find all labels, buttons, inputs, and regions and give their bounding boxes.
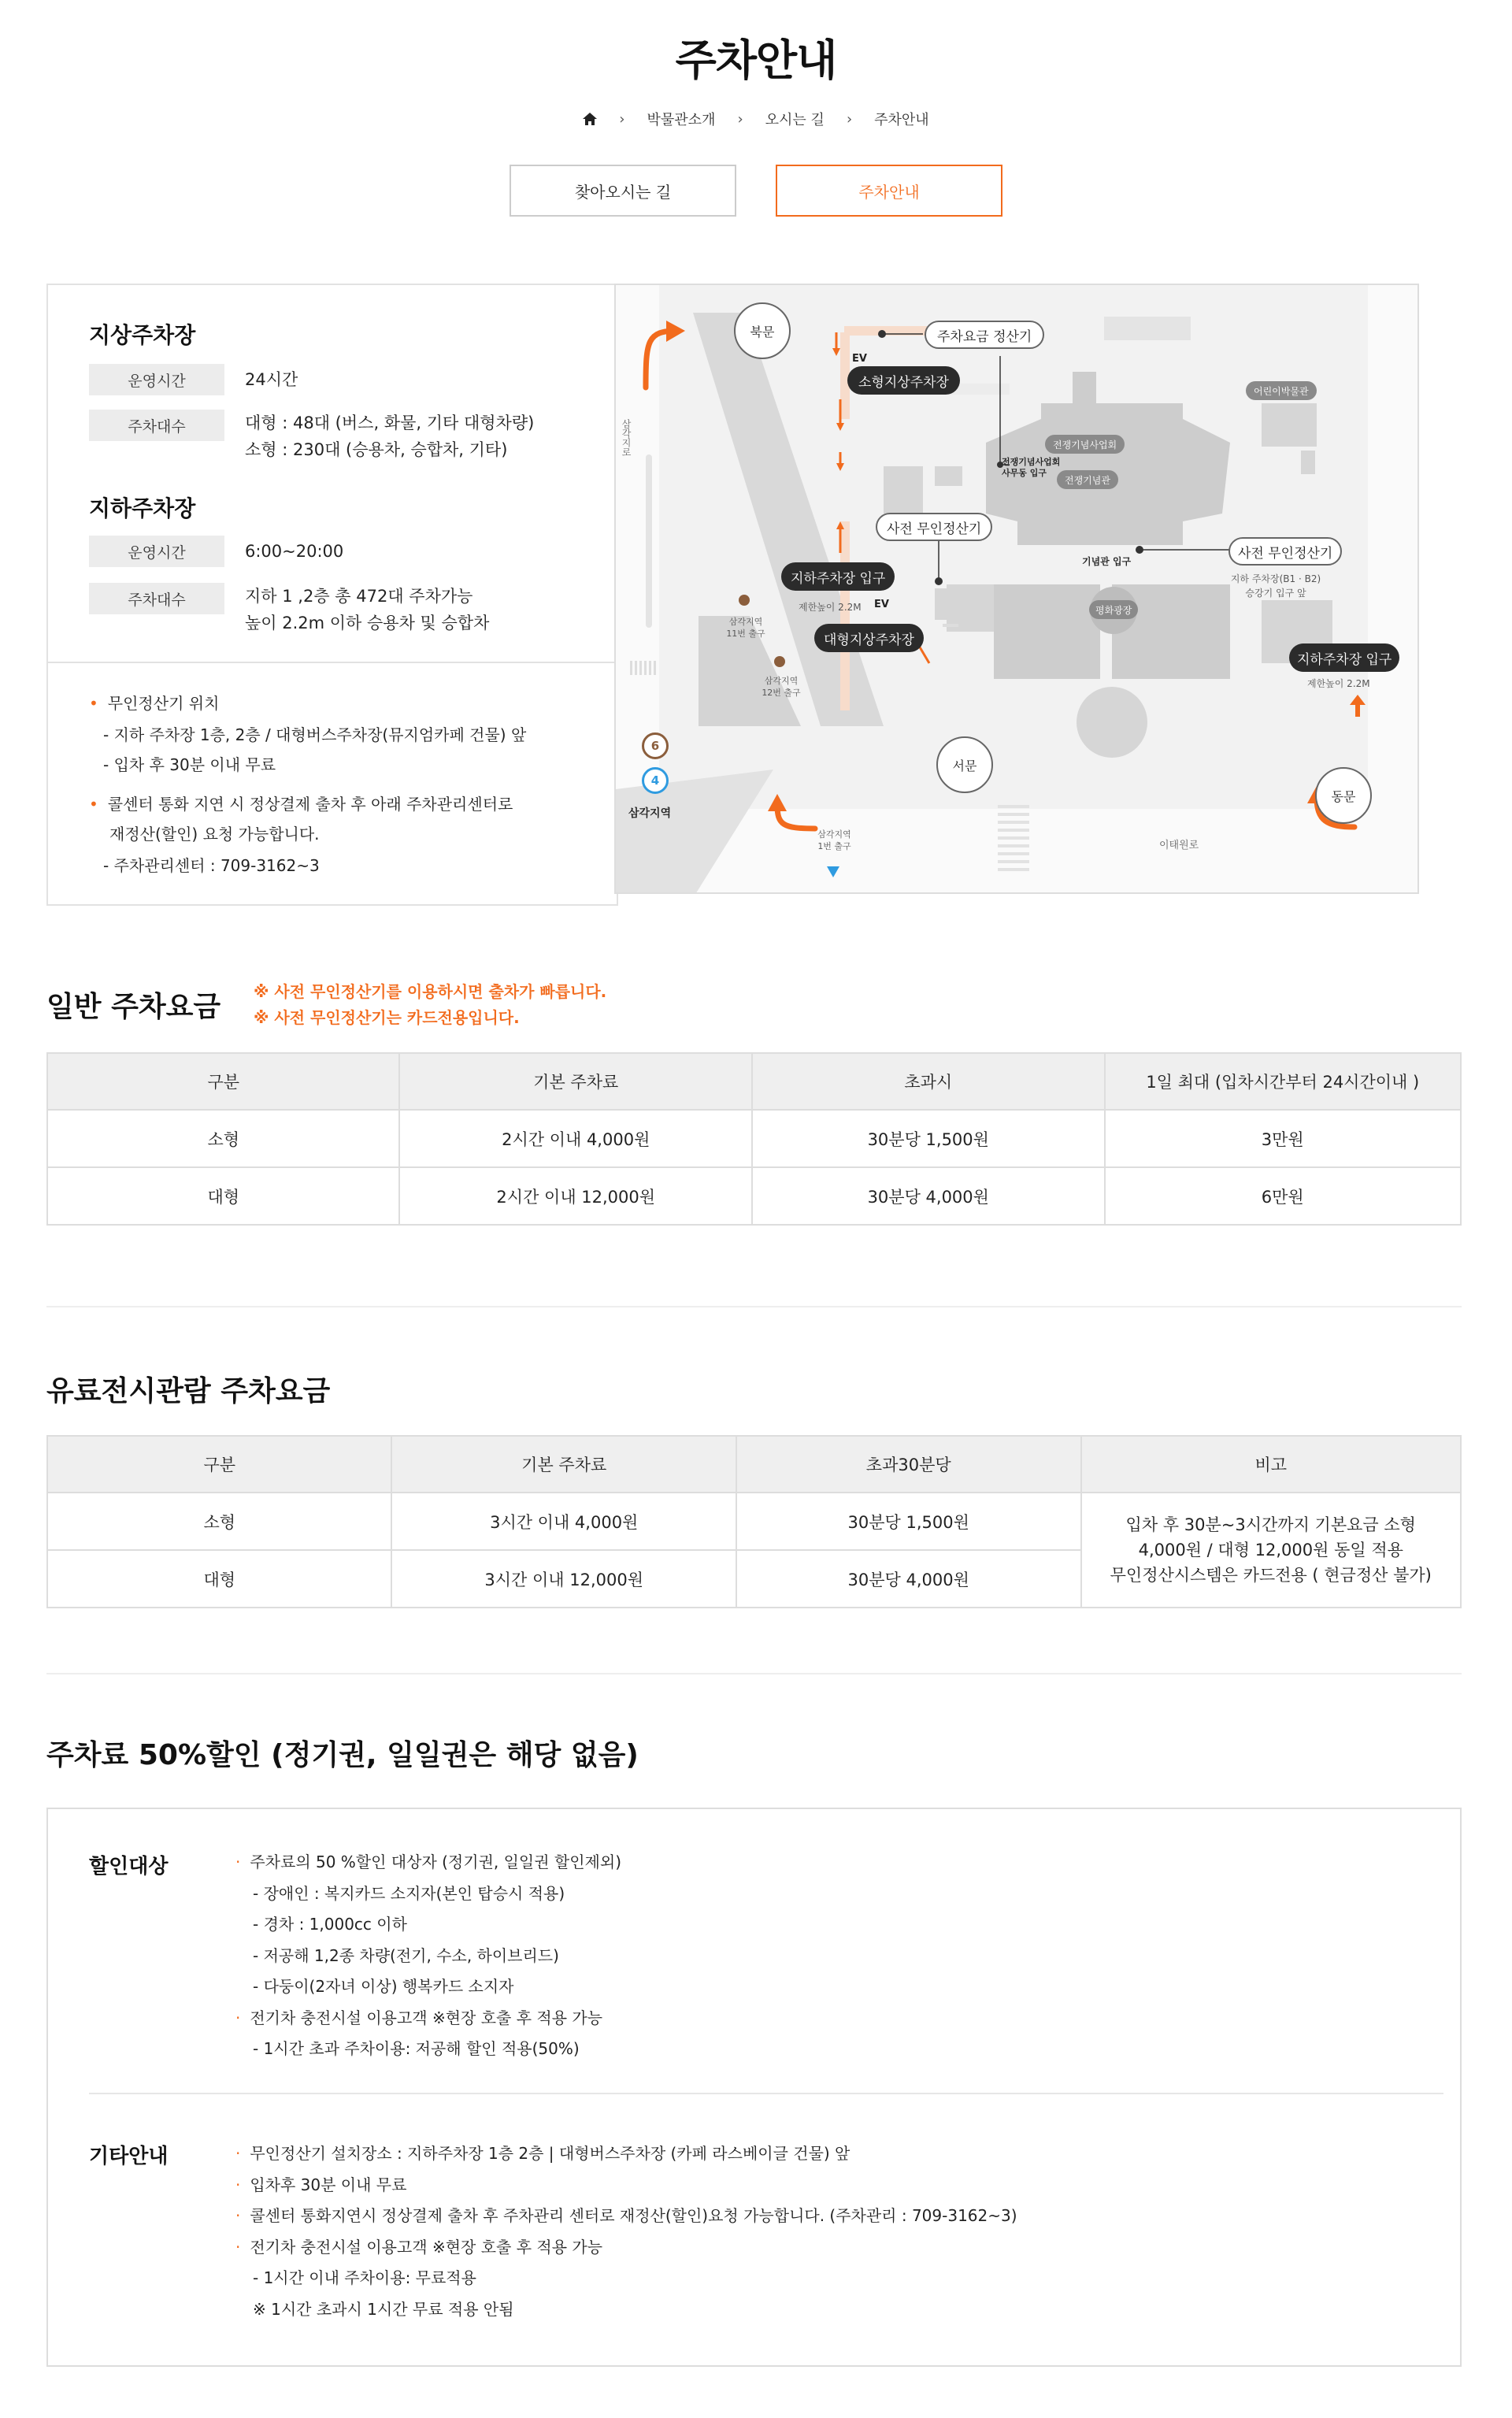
table-cell: 30분당 4,000원 <box>736 1550 1081 1608</box>
discount-target-label: 할인대상 <box>89 1855 169 1878</box>
underground-elevator-note: 지하 주차장(B1 · B2) 승강기 입구 앞 <box>1230 573 1321 599</box>
memorial-association-label: 전쟁기념사업회 <box>1045 435 1125 454</box>
table-header-row <box>47 1053 1461 1110</box>
table-cell: 대형 <box>47 1167 399 1225</box>
road-label: 삼각지로 <box>621 419 632 457</box>
small-lot-label: 소형지상주차장 <box>847 366 960 395</box>
home-icon[interactable] <box>583 113 597 125</box>
list-item: · 콜센터 통화지연시 정상결제 출차 후 주차관리 센터로 재정산(할인)요청 가능합니다. (주차관리 : 709-3162~3) <box>235 2206 1017 2225</box>
page-title: 주차안내 <box>675 35 837 85</box>
note-subitem: - 주차관리센터 : 709-3162~3 <box>103 856 320 875</box>
station-label: 삼각지역 <box>628 807 672 820</box>
chevron-right-icon: › <box>737 110 743 128</box>
table-header: 구분 <box>47 1053 399 1110</box>
hall-entry-label: 기념관 입구 <box>1082 556 1132 567</box>
chevron-right-icon: › <box>619 110 625 128</box>
tab-directions[interactable]: 찾아오시는 길 <box>510 165 736 217</box>
list-subitem: ※ 1시간 초과시 1시간 무료 적용 안됨 <box>253 2299 514 2319</box>
exit-11-label: 삼각지역 11번 출구 <box>726 617 765 639</box>
list-item: · 입차후 30분 이내 무료 <box>235 2175 407 2194</box>
divider <box>48 662 617 663</box>
fee-machine-label: 주차요금 정산기 <box>925 321 1044 349</box>
general-fee-table <box>46 1052 1462 1226</box>
underground-entry-label: 지하주차장 입구 <box>781 562 895 591</box>
ground-parking-title: 지상주차장 <box>89 322 196 348</box>
chevron-right-icon: › <box>846 110 853 128</box>
note-subitem: - 입차 후 30분 이내 무료 <box>103 755 276 774</box>
hours-label: 운영시간 <box>89 364 224 395</box>
underground-count: 지하 1 ,2층 총 472대 주차가능 <box>245 587 473 606</box>
list-item: · 무인정산기 설치장소 : 지하주차장 1층 2층 | 대형버스주차장 (카페 라스베이글 건물) 앞 <box>235 2144 850 2163</box>
ground-count-large: 대형 : 48대 (버스, 화물, 기타 대형차량) <box>245 414 535 432</box>
bullet-icon: · <box>235 2237 241 2257</box>
discount-title: 주차료 50%할인 (정기권, 일일권은 해당 없음) <box>46 1739 639 1771</box>
table-cell: 30분당 1,500원 <box>736 1493 1081 1550</box>
count-label: 주차대수 <box>89 410 224 441</box>
table-cell: 소형 <box>47 1110 399 1167</box>
bullet-icon: · <box>235 1852 241 1871</box>
table-row <box>47 1110 1461 1167</box>
exhibit-fee-title: 유료전시관람 주차요금 <box>46 1375 331 1407</box>
road-label: 이태원로 <box>1159 840 1199 851</box>
table-cell: 대형 <box>47 1550 391 1608</box>
underground-parking-title: 지하주차장 <box>89 495 196 521</box>
list-subitem: - 저공해 1,2종 차량(전기, 수소, 하이브리드) <box>253 1945 559 1965</box>
pre-pay-machine-label: 사전 무인정산기 <box>1228 537 1342 566</box>
table-cell: 6만원 <box>1105 1167 1461 1225</box>
height-limit-label: 제한높이 2.2M <box>799 602 862 613</box>
table-cell: 2시간 이내 12,000원 <box>399 1167 752 1225</box>
bullet-icon: · <box>235 2206 241 2225</box>
bullet-icon: · <box>235 2008 241 2027</box>
table-cell: 3시간 이내 4,000원 <box>391 1493 736 1550</box>
north-gate-marker: 북문 <box>734 302 791 359</box>
table-row <box>47 1493 1461 1550</box>
ground-hours: 24시간 <box>245 370 298 389</box>
breadcrumb-item[interactable]: 주차안내 <box>874 112 929 128</box>
tab-parking[interactable]: 주차안내 <box>776 165 1002 217</box>
peace-plaza-label: 평화광장 <box>1089 600 1138 619</box>
large-lot-label: 대형지상주차장 <box>814 624 924 652</box>
discount-panel <box>46 1808 1462 2367</box>
exit-12-label: 삼각지역 12번 출구 <box>762 676 801 698</box>
underground-height: 높이 2.2m 이하 승용차 및 승합차 <box>245 614 490 632</box>
table-cell: 소형 <box>47 1493 391 1550</box>
note-subitem: - 지하 주차장 1층, 2층 / 대형버스주차장(뮤지엄카페 건물) 앞 <box>103 725 527 744</box>
section-divider <box>46 1673 1462 1674</box>
table-header: 초과시 <box>752 1053 1105 1110</box>
list-subitem: - 다둥이(2자녀 이상) 행복카드 소지자 <box>253 1977 514 1996</box>
ground-count-small: 소형 : 230대 (승용차, 승합차, 기타) <box>245 440 508 459</box>
parking-map <box>614 284 1419 894</box>
count-label: 주차대수 <box>89 583 224 614</box>
note-item-cont: 재정산(할인) 요청 가능합니다. <box>109 825 320 844</box>
ev-label: EV <box>874 599 889 610</box>
exhibit-fee-table <box>46 1435 1462 1608</box>
list-subitem: - 장애인 : 복지카드 소지자(본인 탑승시 적용) <box>253 1883 565 1903</box>
table-row <box>47 1167 1461 1225</box>
bullet-icon: · <box>235 2175 241 2194</box>
subway-line-4-icon: 4 <box>642 767 669 794</box>
east-gate-marker: 동문 <box>1315 767 1372 824</box>
breadcrumb-item[interactable]: 오시는 길 <box>765 112 825 128</box>
list-item: · 전기차 충전시설 이용고객 ※현장 호출 후 적용 가능 <box>235 2237 603 2257</box>
general-fee-title: 일반 주차요금 <box>46 991 221 1023</box>
exit-1-label: 삼각지역 1번 출구 <box>817 829 851 851</box>
subway-line-6-icon: 6 <box>642 732 669 759</box>
table-header: 초과30분당 <box>736 1436 1081 1493</box>
divider <box>89 2093 1443 2094</box>
list-subitem: - 경차 : 1,000cc 이하 <box>253 1915 407 1934</box>
table-header: 비고 <box>1081 1436 1462 1493</box>
table-header: 1일 최대 (입차시간부터 24시간이내 ) <box>1105 1053 1461 1110</box>
table-cell: 2시간 이내 4,000원 <box>399 1110 752 1167</box>
underground-hours: 6:00~20:00 <box>245 542 344 561</box>
memorial-hall-label: 전쟁기념관 <box>1057 470 1118 489</box>
list-subitem: - 1시간 이내 주차이용: 무료적용 <box>253 2268 476 2287</box>
note-item: • 콜센터 통화 지연 시 정상결제 출차 후 아래 주차관리센터로 <box>89 795 513 814</box>
underground-entry-label: 지하주차장 입구 <box>1289 643 1399 672</box>
table-cell: 30분당 4,000원 <box>752 1167 1105 1225</box>
pre-pay-machine-label: 사전 무인정산기 <box>876 513 992 541</box>
table-cell: 3만원 <box>1105 1110 1461 1167</box>
ev-label: EV <box>852 353 867 365</box>
breadcrumb <box>0 109 1512 129</box>
note-item: • 무인정산기 위치 <box>89 694 220 713</box>
table-header: 기본 주차료 <box>399 1053 752 1110</box>
breadcrumb-item[interactable]: 박물관소개 <box>647 112 716 128</box>
list-item: · 전기차 충전시설 이용고객 ※현장 호출 후 적용 가능 <box>235 2008 603 2027</box>
table-header: 구분 <box>47 1436 391 1493</box>
table-header: 기본 주차료 <box>391 1436 736 1493</box>
table-cell: 3시간 이내 12,000원 <box>391 1550 736 1608</box>
list-subitem: - 1시간 초과 주차이용: 저공해 할인 적용(50%) <box>253 2039 580 2058</box>
table-remark-cell: 입차 후 30분~3시간까지 기본요금 소형 4,000원 / 대형 12,000원 동일 적용 무인정산시스템은 카드전용 ( 현금정산 불가) <box>1081 1493 1462 1608</box>
hours-label: 운영시간 <box>89 536 224 567</box>
office-entry-label: 전쟁기념사업회 사무동 입구 <box>1002 457 1061 478</box>
list-item: · 주차료의 50 %할인 대상자 (정기권, 일일권 할인제외) <box>235 1852 621 1871</box>
parking-info-panel <box>46 284 618 906</box>
etc-info-label: 기타안내 <box>89 2145 169 2168</box>
section-divider <box>46 1306 1462 1307</box>
table-header-row <box>47 1436 1461 1493</box>
height-limit-label: 제한높이 2.2M <box>1307 678 1370 689</box>
table-cell: 30분당 1,500원 <box>752 1110 1105 1167</box>
kids-museum-label: 어린이박물관 <box>1246 381 1317 400</box>
west-gate-marker: 서문 <box>936 736 993 793</box>
bullet-icon: · <box>235 2144 241 2163</box>
general-fee-notes: ※ 사전 무인정산기를 이용하시면 출차가 빠릅니다. ※ 사전 무인정산기는 카드전용입니다. <box>254 982 607 1027</box>
